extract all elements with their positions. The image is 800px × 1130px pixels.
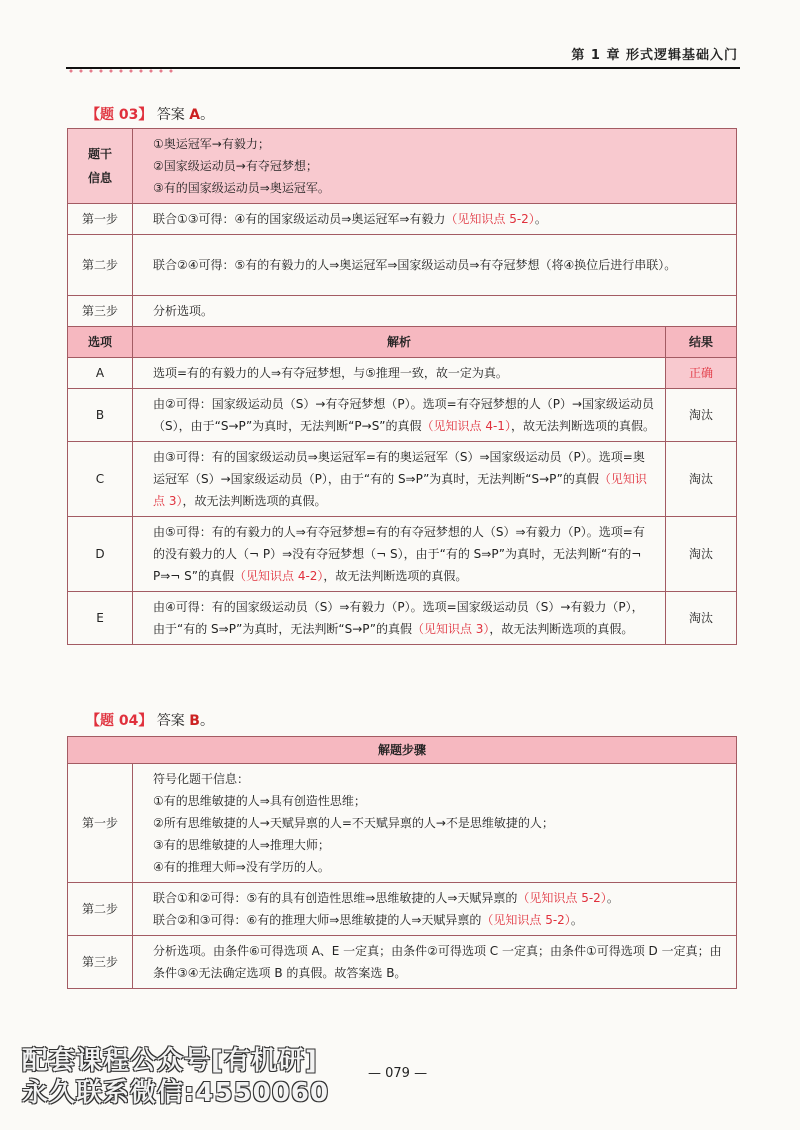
option-analysis — [133, 358, 666, 389]
chapter-title: 第 1 章 形式逻辑基础入门 — [571, 48, 738, 63]
q04-table — [67, 736, 737, 989]
q03-tag: 【题 03】 — [86, 107, 153, 123]
step-line: ②所有思维敏捷的人→天赋异禀的人=不天赋异禀的人→不是思维敏捷的人； — [153, 816, 554, 830]
q03-table — [67, 128, 737, 645]
q03-option-row — [68, 389, 737, 442]
q03-step-row — [68, 204, 737, 235]
q03-answer-prefix: 答案 — [156, 107, 190, 123]
q03-answer-suffix: 。 — [200, 107, 215, 123]
step-line: ①有的思维敏捷的人⇒具有创造性思维； — [153, 794, 366, 808]
result-eliminated: 淘汰 — [666, 389, 737, 442]
q03-step-row — [68, 235, 737, 296]
q03-info-label: 题干 信息 — [68, 129, 133, 204]
q04-title — [86, 710, 214, 730]
q04-step-row — [68, 883, 737, 936]
option-analysis — [133, 389, 666, 442]
step-text — [133, 204, 737, 235]
analysis-text: 选项=有的有毅力的人⇒有夺冠梦想，与⑤推理一致，故一定为真。 — [153, 366, 508, 380]
step-label: 第二步 — [68, 235, 133, 296]
option-label: C — [68, 442, 133, 517]
q04-step-row — [68, 764, 737, 883]
watermark-line-2: 永久联系微信:4550060 — [22, 1078, 330, 1108]
option-label: E — [68, 592, 133, 645]
page-header — [0, 0, 800, 80]
step-text: 联合②④可得：⑤有的有毅力的人⇒奥运冠军⇒国家级运动员⇒有夺冠梦想（将④换位后进行串联）。 — [133, 235, 737, 296]
step-content — [133, 883, 737, 936]
step-content: 分析选项。由条件⑥可得选项 A、E 一定真；由条件②可得选项 C 一定真；由条件①可得选项 D 一定真；由条件③④无法确定选项 B 的真假。故答案选 B。 — [133, 936, 737, 989]
analysis-text: ，故无法判断选项的真假。 — [182, 494, 327, 508]
knowledge-ref: （见知识点 5-2） — [445, 212, 535, 226]
q03-info-line: ③有的国家级运动员⇒奥运冠军。 — [153, 181, 330, 195]
step-line: ③有的思维敏捷的人⇒推理大师； — [153, 838, 330, 852]
option-label: A — [68, 358, 133, 389]
step-text: 分析选项。 — [133, 296, 737, 327]
knowledge-ref: （见知识点 3） — [411, 622, 490, 636]
step-body: 联合①和②可得：⑤有的具有创造性思维⇒思维敏捷的人⇒天赋异禀的 — [153, 891, 518, 905]
page-number: — 079 — — [368, 1066, 428, 1081]
option-label: D — [68, 517, 133, 592]
q04-answer-prefix: 答案 — [156, 713, 190, 729]
result-eliminated: 淘汰 — [666, 517, 737, 592]
step-line — [153, 887, 726, 909]
q04-header-row — [68, 737, 737, 764]
q03-answer: A — [189, 107, 201, 123]
knowledge-ref: （见知识点 5-2） — [517, 891, 607, 905]
header-dots — [66, 68, 176, 74]
q04-answer: B — [189, 713, 200, 729]
q03-column-header-row — [68, 327, 737, 358]
step-label: 第三步 — [68, 936, 133, 989]
q04-step-row — [68, 936, 737, 989]
q03-option-row — [68, 442, 737, 517]
knowledge-ref: （见知识点 5-2） — [481, 913, 571, 927]
step-line: 符号化题干信息： — [153, 772, 250, 786]
q03-info-cell — [133, 129, 737, 204]
option-analysis — [133, 592, 666, 645]
step-content — [133, 764, 737, 883]
q03-info-row — [68, 129, 737, 204]
option-analysis — [133, 442, 666, 517]
analysis-text: 由⑤可得：有的有毅力的人⇒有夺冠梦想=有的有夺冠梦想的人（S）⇒有毅力（P）。选项=有的没有毅力的人（¬ P）⇒没有夺冠梦想（¬ S），由于“有的 S⇒P”为真时，无法判断“有的¬ P⇒¬ S”的真假 — [153, 525, 645, 583]
q03-step-row — [68, 296, 737, 327]
analysis-text: ，故无法判断选项的真假。 — [489, 622, 634, 636]
column-header-analysis: 解析 — [133, 327, 666, 358]
step-body: 联合①③可得：④有的国家级运动员⇒奥运冠军⇒有毅力 — [153, 212, 446, 226]
q03-title — [86, 104, 214, 124]
column-header-option: 选项 — [68, 327, 133, 358]
step-line: ④有的推理大师⇒没有学历的人。 — [153, 860, 330, 874]
analysis-text: 由③可得：有的国家级运动员⇒奥运冠军=有的奥运冠军（S）⇒国家级运动员（P）。选项=奥运冠军（S）→国家级运动员（P），由于“有的 S⇒P”为真时，无法判断“S→P”的真假 — [153, 450, 645, 486]
step-label: 第二步 — [68, 883, 133, 936]
q04-header: 解题步骤 — [68, 737, 737, 764]
step-line — [153, 909, 726, 931]
step-label: 第三步 — [68, 296, 133, 327]
step-body: 联合②和③可得：⑥有的推理大师⇒思维敏捷的人⇒天赋异禀的 — [153, 913, 482, 927]
analysis-text: ，故无法判断选项的真假。 — [510, 419, 655, 433]
result-eliminated: 淘汰 — [666, 442, 737, 517]
analysis-text: 由②可得：国家级运动员（S）→有夺冠梦想（P）。选项=有夺冠梦想的人（P）→国家级运动员（S），由于“S→P”为真时，无法判断“P→S”的真假 — [153, 397, 655, 433]
step-tail: 。 — [534, 212, 547, 226]
watermark-line-1: 配套课程公众号[有机研] — [22, 1046, 318, 1076]
knowledge-ref: （见知识点 4-2） — [234, 569, 324, 583]
step-tail: 。 — [570, 913, 583, 927]
option-label: B — [68, 389, 133, 442]
step-tail: 。 — [606, 891, 619, 905]
column-header-result: 结果 — [666, 327, 737, 358]
result-correct: 正确 — [666, 358, 737, 389]
analysis-text: ，故无法判断选项的真假。 — [323, 569, 468, 583]
q03-option-row — [68, 517, 737, 592]
q03-option-row — [68, 358, 737, 389]
q04-tag: 【题 04】 — [86, 713, 153, 729]
q03-info-line: ①奥运冠军→有毅力； — [153, 137, 270, 151]
q04-answer-suffix: 。 — [199, 713, 214, 729]
step-label: 第一步 — [68, 204, 133, 235]
step-label: 第一步 — [68, 764, 133, 883]
analysis-text: 由④可得：有的国家级运动员（S）⇒有毅力（P）。选项=国家级运动员（S）→有毅力（P），由于“有的 S⇒P”为真时，无法判断“S→P”的真假 — [153, 600, 644, 636]
knowledge-ref: （见知识点 4-1） — [421, 419, 511, 433]
q03-option-row — [68, 592, 737, 645]
result-eliminated: 淘汰 — [666, 592, 737, 645]
knowledge-ref: （见知识点 3） — [153, 472, 647, 508]
option-analysis — [133, 517, 666, 592]
q03-info-line: ②国家级运动员→有夺冠梦想； — [153, 159, 318, 173]
